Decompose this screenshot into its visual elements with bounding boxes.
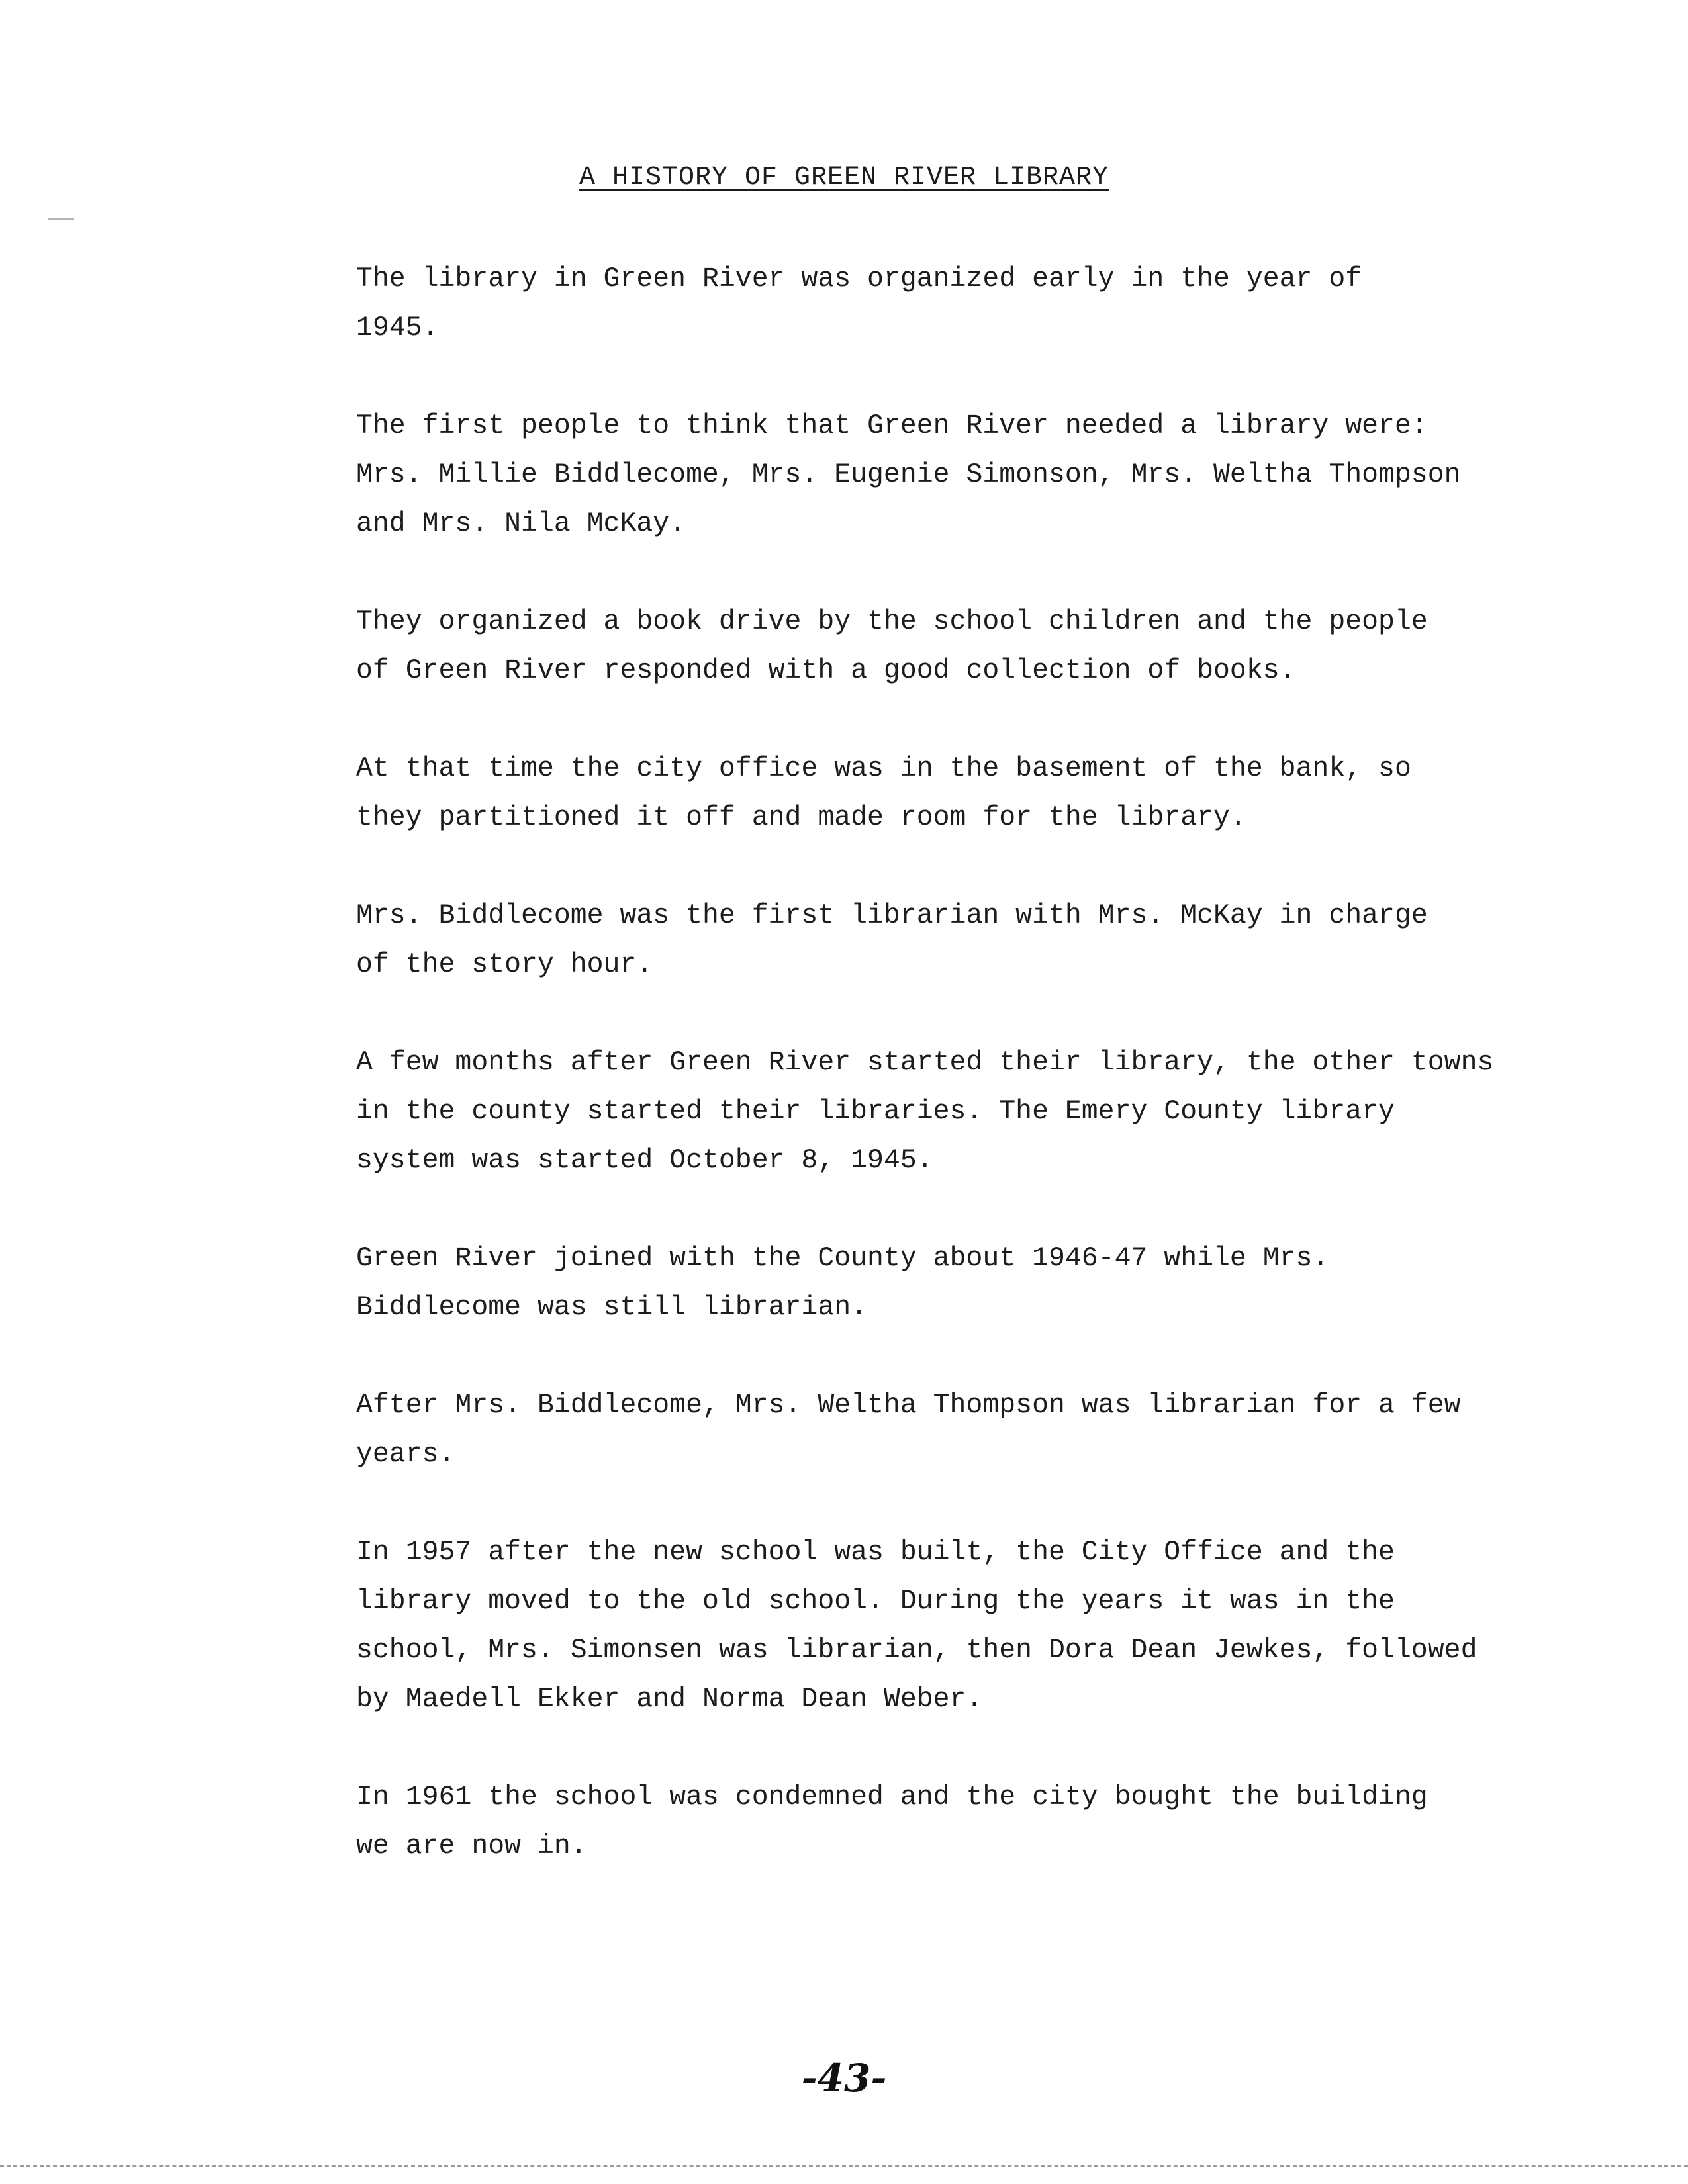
paragraph-organized: The library in Green River was organized early in the year of 1945. bbox=[356, 263, 1362, 343]
document-body bbox=[356, 255, 1521, 1920]
paragraph-joined-county: Green River joined with the County about 1946-47 while Mrs. Biddlecome was still librarian. bbox=[356, 1243, 1329, 1323]
paragraph-first-librarian: Mrs. Biddlecome was the first librarian with Mrs. McKay in charge of the story hour. bbox=[356, 900, 1428, 980]
page-number: -43- bbox=[801, 2056, 887, 2101]
document-title: A HISTORY OF GREEN RIVER LIBRARY bbox=[579, 163, 1109, 193]
paragraph-condemned: In 1961 the school was condemned and the city bought the building we are now in. bbox=[356, 1782, 1428, 1862]
paragraph-county-system: A few months after Green River started their library, the other towns in the county started their libraries. The Emery County library system was started October 8, 1945. bbox=[356, 1047, 1494, 1176]
paragraph-book-drive: They organized a book drive by the school children and the people of Green River responded with a good collection of books. bbox=[356, 606, 1428, 686]
scan-mark bbox=[48, 218, 74, 220]
bottom-scan-edge bbox=[0, 2165, 1688, 2167]
paragraph-founders: The first people to think that Green River needed a library were: Mrs. Millie Biddlecome, Mrs. Eugenie Simonson, Mrs. Weltha Thompson and Mrs. Nila McKay. bbox=[356, 410, 1461, 539]
paragraph-old-school: In 1957 after the new school was built, the City Office and the library moved to the old school. During the years it was in the school, Mrs. Simonsen was librarian, then Dora Dean Jewkes, followed by Maedell Ekker and Norma Dean Weber. bbox=[356, 1537, 1477, 1715]
paragraph-thompson: After Mrs. Biddlecome, Mrs. Weltha Thompson was librarian for a few years. bbox=[356, 1390, 1461, 1470]
paragraph-city-office: At that time the city office was in the basement of the bank, so they partitioned it off and made room for the library. bbox=[356, 753, 1411, 833]
